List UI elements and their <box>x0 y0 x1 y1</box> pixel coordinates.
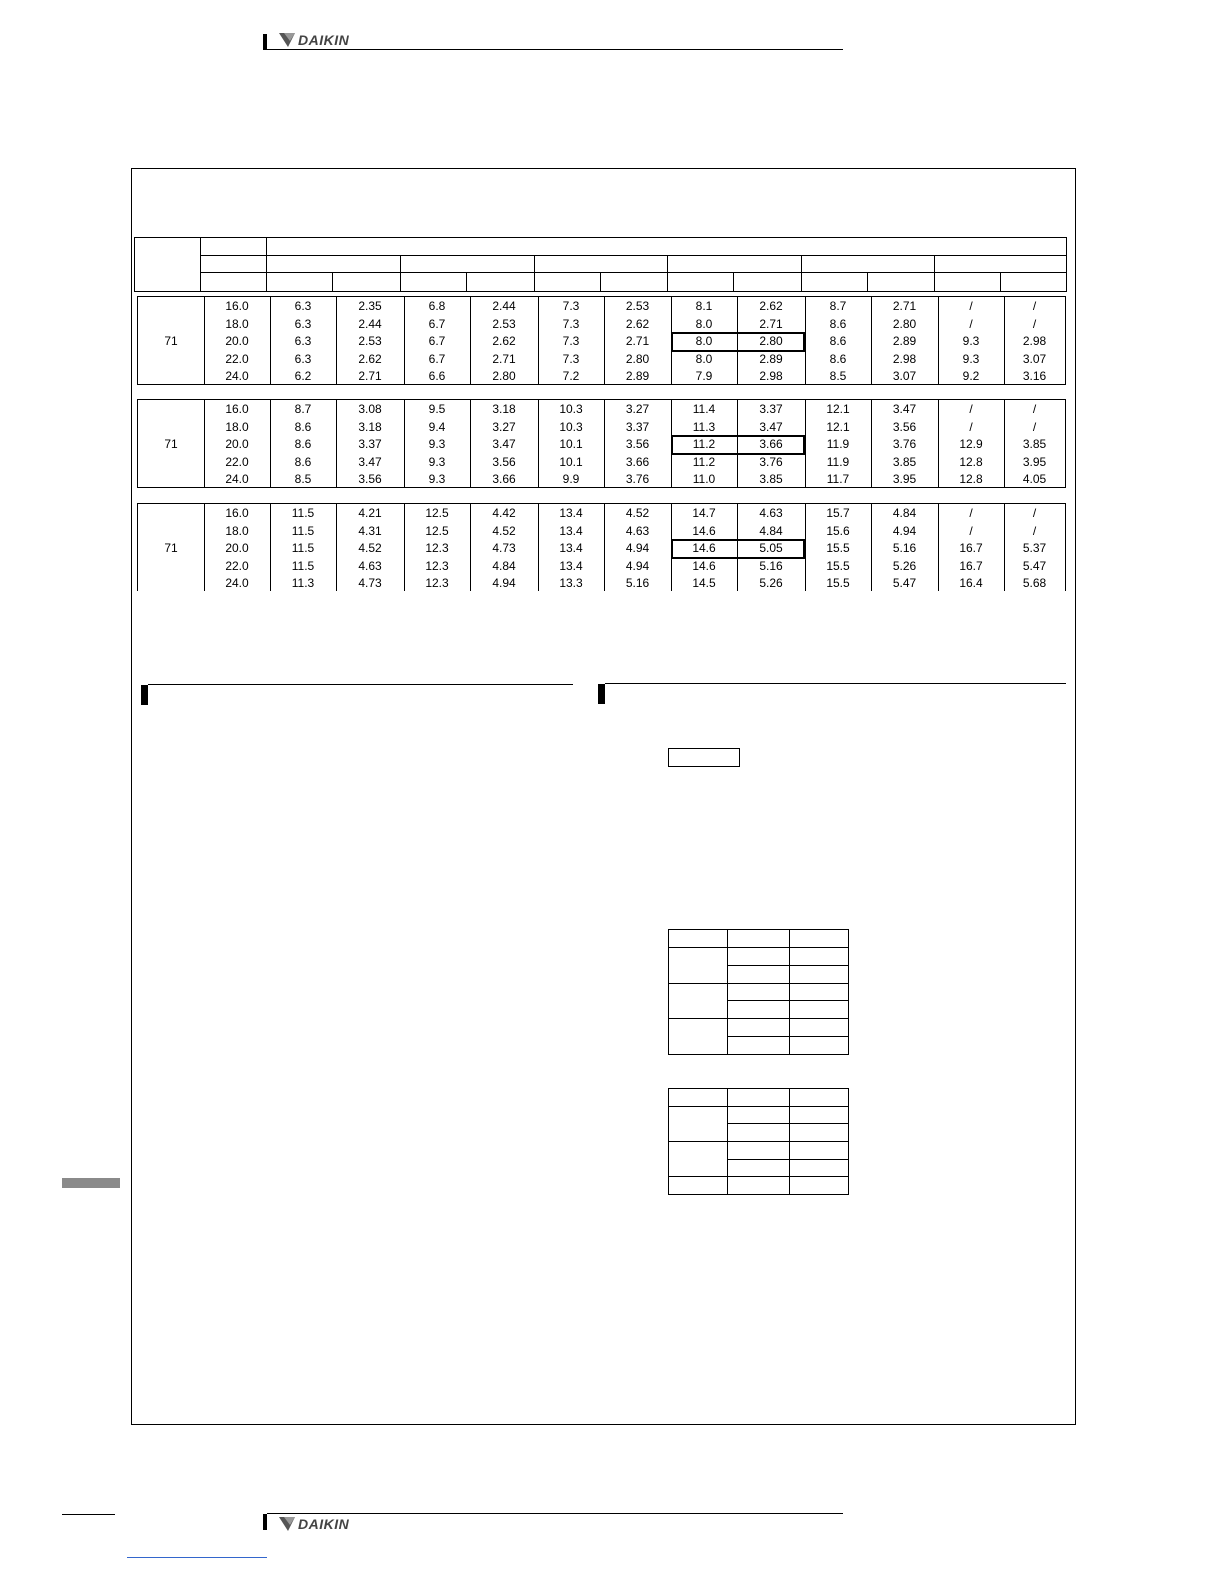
value-cell: 9.3 <box>428 454 446 469</box>
value-cell: 3.76 <box>625 472 650 486</box>
value-cell: 8.6 <box>294 437 312 451</box>
value-cell: 13.3 <box>559 576 583 590</box>
table-row <box>669 983 849 1001</box>
value-cell: 6.7 <box>428 351 446 366</box>
section-right-rule <box>605 683 1066 684</box>
capacity-block <box>137 399 1066 488</box>
value-cell: 7.3 <box>562 299 580 313</box>
value-cell: 2.53 <box>492 316 516 331</box>
value-cell: 2.62 <box>492 334 516 348</box>
value-cell: 3.18 <box>492 402 516 416</box>
temperature-cell: 20.0 <box>225 334 249 348</box>
daikin-logo-icon <box>279 33 295 47</box>
value-cell: 2.89 <box>892 334 917 348</box>
value-cell: 5.16 <box>759 558 783 573</box>
value-cell: 5.68 <box>1022 576 1047 590</box>
value-cell: 4.94 <box>492 576 516 590</box>
temperature-cell: 18.0 <box>225 523 249 538</box>
value-cell: / <box>1032 299 1037 313</box>
temperature-cell: 18.0 <box>225 419 249 434</box>
value-cell: 12.8 <box>959 472 983 486</box>
rated-value-highlight <box>671 332 805 352</box>
value-cell: 2.71 <box>759 316 783 331</box>
value-cell: 2.98 <box>1022 334 1047 348</box>
value-cell: 2.35 <box>358 299 382 313</box>
model-label: 71 <box>164 541 178 555</box>
value-cell: 7.3 <box>562 334 580 348</box>
capacity-block <box>137 503 1066 591</box>
value-cell: 5.47 <box>892 576 917 590</box>
value-cell: 11.9 <box>826 437 850 451</box>
value-cell: 11.5 <box>291 523 315 538</box>
capacity-block <box>137 296 1066 385</box>
temperature-cell: 24.0 <box>225 472 249 486</box>
value-cell: 3.27 <box>625 402 650 416</box>
capacity-table-header <box>134 237 1067 292</box>
value-cell: 5.05 <box>759 541 783 555</box>
value-cell: / <box>1032 402 1037 416</box>
value-cell: 3.66 <box>492 472 516 486</box>
value-cell: 6.8 <box>428 299 446 313</box>
value-cell: 3.08 <box>358 402 382 416</box>
temperature-cell: 20.0 <box>225 437 249 451</box>
value-cell: / <box>969 299 973 313</box>
value-cell: 6.7 <box>428 334 446 348</box>
value-cell: 5.47 <box>1022 558 1047 573</box>
value-cell: 7.3 <box>562 351 580 366</box>
value-cell: 11.5 <box>291 541 315 555</box>
value-cell: 9.3 <box>428 472 446 486</box>
value-cell: 16.7 <box>959 541 983 555</box>
footer-logo <box>279 1516 349 1532</box>
value-cell: 8.1 <box>695 299 713 313</box>
value-cell: 9.3 <box>962 334 980 348</box>
section-left-rule <box>148 684 573 685</box>
footer-rule <box>267 1513 843 1514</box>
value-cell: 2.98 <box>892 351 917 366</box>
value-cell: 4.31 <box>358 523 382 538</box>
value-cell: 7.2 <box>562 369 580 383</box>
value-cell: 7.3 <box>562 316 580 331</box>
value-cell: 2.98 <box>759 369 783 383</box>
value-cell: 12.5 <box>425 523 449 538</box>
value-cell: 11.3 <box>291 576 315 590</box>
value-cell: 4.63 <box>358 558 382 573</box>
value-cell: 15.5 <box>826 541 850 555</box>
value-cell: 10.3 <box>559 419 583 434</box>
header-logo <box>279 32 349 48</box>
value-cell: / <box>1032 316 1037 331</box>
value-cell: 3.76 <box>759 454 783 469</box>
value-cell: 12.1 <box>826 402 850 416</box>
value-cell: 7.9 <box>695 369 713 383</box>
value-cell: 3.47 <box>358 454 382 469</box>
value-cell: 14.6 <box>692 541 716 555</box>
value-cell: 3.85 <box>759 472 783 486</box>
value-cell: 11.2 <box>692 454 716 469</box>
table-row <box>669 1141 849 1159</box>
value-cell: 4.52 <box>625 506 650 520</box>
value-cell: / <box>969 316 973 331</box>
value-cell: 3.95 <box>892 472 917 486</box>
value-cell: 2.62 <box>625 316 650 331</box>
value-cell: 10.1 <box>559 454 583 469</box>
value-cell: 2.44 <box>492 299 516 313</box>
value-cell: 8.0 <box>695 334 713 348</box>
value-cell: 2.80 <box>892 316 917 331</box>
value-cell: 14.6 <box>692 523 716 538</box>
value-cell: 8.5 <box>829 369 847 383</box>
value-cell: 8.5 <box>294 472 312 486</box>
value-cell: / <box>1032 506 1037 520</box>
value-cell: 13.4 <box>559 558 583 573</box>
temperature-cell: 24.0 <box>225 576 249 590</box>
value-cell: 8.6 <box>829 316 847 331</box>
value-cell: 3.47 <box>492 437 516 451</box>
value-cell: 2.62 <box>759 299 783 313</box>
value-cell: 3.47 <box>892 402 917 416</box>
value-cell: 2.53 <box>358 334 382 348</box>
value-cell: 14.7 <box>692 506 716 520</box>
temperature-cell: 22.0 <box>225 454 249 469</box>
value-cell: 4.63 <box>625 523 650 538</box>
value-cell: 2.80 <box>492 369 516 383</box>
temperature-cell: 18.0 <box>225 316 249 331</box>
value-cell: 12.3 <box>425 541 449 555</box>
rated-value-highlight <box>671 539 805 559</box>
value-cell: 5.16 <box>892 541 917 555</box>
value-cell: 11.2 <box>692 437 716 451</box>
header-rule <box>267 49 843 50</box>
value-cell: 9.4 <box>428 419 446 434</box>
value-cell: 5.26 <box>892 558 917 573</box>
value-cell: 14.5 <box>692 576 716 590</box>
value-cell: 12.3 <box>425 576 449 590</box>
value-cell: / <box>969 506 973 520</box>
value-cell: / <box>969 402 973 416</box>
value-cell: 4.84 <box>759 523 783 538</box>
table-row <box>669 947 849 965</box>
value-cell: 4.94 <box>625 558 650 573</box>
temperature-cell: 16.0 <box>225 402 249 416</box>
value-cell: 3.85 <box>1022 437 1047 451</box>
value-cell: 2.89 <box>625 369 650 383</box>
value-cell: 12.3 <box>425 558 449 573</box>
value-cell: 4.73 <box>358 576 382 590</box>
value-cell: 4.52 <box>358 541 382 555</box>
temperature-cell: 22.0 <box>225 558 249 573</box>
value-cell: 3.47 <box>759 419 783 434</box>
value-cell: 2.62 <box>358 351 382 366</box>
side-tab <box>62 1178 120 1188</box>
value-cell: 11.0 <box>692 472 716 486</box>
value-cell: 2.53 <box>625 299 650 313</box>
value-cell: 3.27 <box>492 419 516 434</box>
table-row <box>669 1177 849 1195</box>
value-cell: / <box>969 523 973 538</box>
table-row <box>669 930 849 948</box>
value-cell: 8.0 <box>695 316 713 331</box>
footer-left-rule <box>62 1514 115 1515</box>
footer-link-underline <box>127 1557 267 1558</box>
value-cell: 6.2 <box>294 369 312 383</box>
value-cell: 2.44 <box>358 316 382 331</box>
value-cell: 3.56 <box>492 454 516 469</box>
value-cell: 10.1 <box>559 437 583 451</box>
value-cell: / <box>1032 419 1037 434</box>
temperature-cell: 16.0 <box>225 299 249 313</box>
value-cell: 4.05 <box>1022 472 1047 486</box>
value-cell: 11.3 <box>692 419 716 434</box>
value-cell: 11.5 <box>291 506 315 520</box>
value-cell: 11.5 <box>291 558 315 573</box>
value-cell: / <box>969 419 973 434</box>
value-cell: 8.7 <box>294 402 312 416</box>
value-cell: 9.2 <box>962 369 980 383</box>
value-cell: 12.5 <box>425 506 449 520</box>
value-cell: 13.4 <box>559 541 583 555</box>
value-cell: 3.66 <box>759 437 783 451</box>
small-table-2 <box>668 1088 849 1195</box>
table-row <box>669 1089 849 1107</box>
section-right-marker <box>598 684 605 704</box>
value-cell: 4.73 <box>492 541 516 555</box>
value-cell: 6.3 <box>294 351 312 366</box>
value-cell: 3.37 <box>625 419 650 434</box>
temperature-cell: 22.0 <box>225 351 249 366</box>
daikin-logo-icon <box>279 1517 295 1531</box>
value-cell: 8.6 <box>294 419 312 434</box>
value-cell: 6.3 <box>294 316 312 331</box>
value-cell: 3.76 <box>892 437 917 451</box>
value-cell: 2.71 <box>358 369 382 383</box>
value-cell: 3.95 <box>1022 454 1047 469</box>
section-left-marker <box>141 685 148 705</box>
value-cell: 8.6 <box>829 351 847 366</box>
footer-brand-text: DAIKIN <box>298 1516 350 1532</box>
value-cell: 3.07 <box>892 369 917 383</box>
value-cell: 4.94 <box>892 523 917 538</box>
value-cell: 2.71 <box>892 299 917 313</box>
value-cell: 12.8 <box>959 454 983 469</box>
value-cell: 13.4 <box>559 523 583 538</box>
value-cell: 12.9 <box>959 437 983 451</box>
value-cell: 15.5 <box>826 576 850 590</box>
value-cell: 3.16 <box>1022 369 1047 383</box>
small-table-1 <box>668 929 849 1055</box>
value-cell: 3.85 <box>892 454 917 469</box>
value-cell: 9.9 <box>562 472 580 486</box>
value-cell: 11.7 <box>826 472 850 486</box>
value-cell: 5.26 <box>759 576 783 590</box>
value-cell: 10.3 <box>559 402 583 416</box>
footer-brand-bar <box>263 1514 267 1530</box>
table-row <box>669 1106 849 1124</box>
value-cell: 4.63 <box>759 506 783 520</box>
value-cell: 16.7 <box>959 558 983 573</box>
value-cell: 11.9 <box>826 454 850 469</box>
value-cell: 3.66 <box>625 454 650 469</box>
value-cell: 3.56 <box>358 472 382 486</box>
model-label: 71 <box>164 334 178 348</box>
value-cell: 8.0 <box>695 351 713 366</box>
value-cell: 15.5 <box>826 558 850 573</box>
value-cell: 4.21 <box>358 506 382 520</box>
value-cell: 12.1 <box>826 419 850 434</box>
value-cell: 3.37 <box>759 402 783 416</box>
value-cell: 8.7 <box>829 299 847 313</box>
value-cell: 9.5 <box>428 402 446 416</box>
value-cell: 3.37 <box>358 437 382 451</box>
value-cell: 4.52 <box>492 523 516 538</box>
model-label: 71 <box>164 437 178 451</box>
value-cell: 6.3 <box>294 334 312 348</box>
temperature-cell: 20.0 <box>225 541 249 555</box>
value-cell: 2.71 <box>625 334 650 348</box>
value-cell: 4.84 <box>892 506 917 520</box>
value-cell: 2.80 <box>625 351 650 366</box>
label-box <box>668 748 740 767</box>
value-cell: 6.6 <box>428 369 446 383</box>
rated-value-highlight <box>671 435 805 455</box>
value-cell: 6.3 <box>294 299 312 313</box>
value-cell: 9.3 <box>428 437 446 451</box>
header-brand-bar <box>263 34 267 50</box>
value-cell: 4.42 <box>492 506 516 520</box>
value-cell: 2.80 <box>759 334 783 348</box>
value-cell: 5.16 <box>625 576 650 590</box>
value-cell: 2.89 <box>759 351 783 366</box>
value-cell: 13.4 <box>559 506 583 520</box>
table-row <box>669 1019 849 1037</box>
value-cell: 3.18 <box>358 419 382 434</box>
value-cell: 8.6 <box>829 334 847 348</box>
temperature-cell: 16.0 <box>225 506 249 520</box>
value-cell: 4.84 <box>492 558 516 573</box>
value-cell: 2.71 <box>492 351 516 366</box>
value-cell: 14.6 <box>692 558 716 573</box>
value-cell: 3.07 <box>1022 351 1047 366</box>
value-cell: / <box>1032 523 1037 538</box>
header-brand-text: DAIKIN <box>298 32 350 48</box>
value-cell: 15.6 <box>826 523 850 538</box>
value-cell: 11.4 <box>692 402 716 416</box>
value-cell: 16.4 <box>959 576 983 590</box>
value-cell: 3.56 <box>625 437 650 451</box>
value-cell: 4.94 <box>625 541 650 555</box>
value-cell: 6.7 <box>428 316 446 331</box>
value-cell: 5.37 <box>1022 541 1047 555</box>
value-cell: 8.6 <box>294 454 312 469</box>
value-cell: 15.7 <box>826 506 850 520</box>
value-cell: 9.3 <box>962 351 980 366</box>
value-cell: 3.56 <box>892 419 917 434</box>
temperature-cell: 24.0 <box>225 369 249 383</box>
